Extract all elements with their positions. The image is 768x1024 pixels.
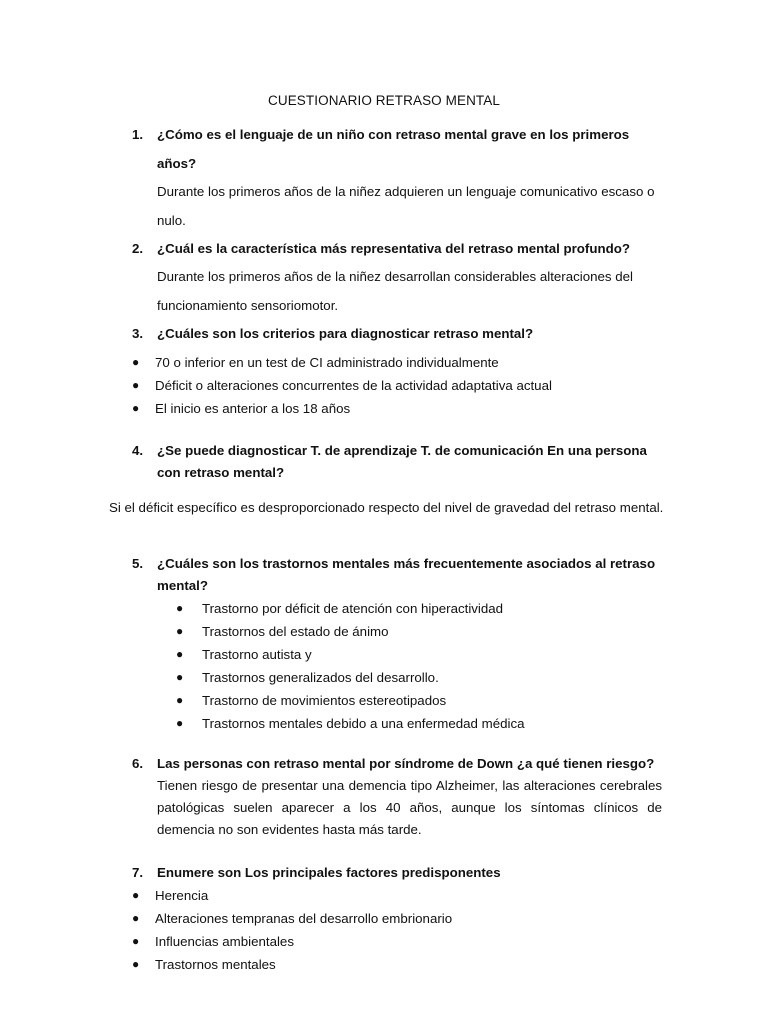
question-2 bbox=[132, 234, 662, 263]
answer-1: Durante los primeros años de la niñez adquieren un lenguaje comunicativo escaso o nulo. bbox=[157, 184, 655, 228]
question-5 bbox=[132, 553, 662, 597]
list-item: ● Alteraciones tempranas del desarrollo embrionario bbox=[132, 907, 452, 930]
criteria-list bbox=[132, 351, 552, 420]
answer-4: Si el déficit específico es desproporcionado respecto del nivel de gravedad del retraso mental. bbox=[109, 500, 664, 515]
list-item: ● Influencias ambientales bbox=[132, 930, 452, 953]
bullet-icon: ● bbox=[132, 888, 140, 902]
question-text: ¿Cuál es la característica más representativa del retraso mental profundo? bbox=[157, 241, 630, 256]
bullet-icon: ● bbox=[132, 378, 140, 392]
question-text: ¿Cómo es el lenguaje de un niño con retraso mental grave en los primeros años? bbox=[157, 127, 630, 171]
factors-list bbox=[132, 884, 452, 976]
list-item: ● 70 o inferior en un test de CI administrado individualmente bbox=[132, 351, 552, 374]
list-item: ● Trastorno por déficit de atención con hiperactividad bbox=[176, 597, 525, 620]
question-number: 2. bbox=[132, 241, 144, 256]
list-item: ● Herencia bbox=[132, 884, 452, 907]
question-number: 3. bbox=[132, 326, 144, 341]
question-number: 4. bbox=[132, 443, 144, 458]
bullet-icon: ● bbox=[132, 957, 140, 971]
answer-2: Durante los primeros años de la niñez desarrollan considerables alteraciones del funcionamiento sensoriomotor. bbox=[157, 269, 634, 313]
question-number: 7. bbox=[132, 865, 144, 880]
question-text: ¿Cuáles son los trastornos mentales más frecuentemente asociados al retraso mental? bbox=[157, 556, 656, 593]
question-text: ¿Se puede diagnosticar T. de aprendizaje T. de comunicación En una persona con retraso mental? bbox=[157, 443, 647, 480]
question-1 bbox=[132, 120, 662, 178]
bullet-icon: ● bbox=[176, 624, 184, 638]
question-text: Las personas con retraso mental por síndrome de Down ¿a qué tienen riesgo? bbox=[157, 756, 655, 771]
question-3 bbox=[132, 319, 662, 348]
document-title: CUESTIONARIO RETRASO MENTAL bbox=[268, 93, 500, 108]
list-item: ● Trastorno autista y bbox=[176, 643, 525, 666]
question-7 bbox=[132, 862, 662, 884]
bullet-icon: ● bbox=[176, 647, 184, 661]
question-6 bbox=[132, 753, 662, 775]
question-number: 1. bbox=[132, 127, 144, 142]
bullet-icon: ● bbox=[132, 401, 140, 415]
list-item: ● Trastornos mentales debido a una enfermedad médica bbox=[176, 712, 525, 735]
bullet-icon: ● bbox=[176, 716, 184, 730]
list-item: ● Trastornos generalizados del desarrollo. bbox=[176, 666, 525, 689]
bullet-icon: ● bbox=[132, 911, 140, 925]
disorders-list bbox=[176, 597, 525, 735]
list-item: ● Trastorno de movimientos estereotipados bbox=[176, 689, 525, 712]
question-text: ¿Cuáles son los criterios para diagnosticar retraso mental? bbox=[157, 326, 534, 341]
answer-6: Tienen riesgo de presentar una demencia tipo Alzheimer, las alteraciones cerebrales patológicas suelen aparecer a los 40 años, aunque los síntomas clínicos de demencia no son evidentes hasta más tarde. bbox=[157, 778, 662, 837]
bullet-icon: ● bbox=[176, 693, 184, 707]
question-text: Enumere son Los principales factores predisponentes bbox=[157, 865, 501, 880]
list-item: ● Trastornos del estado de ánimo bbox=[176, 620, 525, 643]
bullet-icon: ● bbox=[132, 934, 140, 948]
question-number: 5. bbox=[132, 556, 144, 571]
question-4 bbox=[132, 440, 662, 484]
bullet-icon: ● bbox=[176, 601, 184, 615]
list-item: ● Trastornos mentales bbox=[132, 953, 452, 976]
list-item: ● Déficit o alteraciones concurrentes de la actividad adaptativa actual bbox=[132, 374, 552, 397]
bullet-icon: ● bbox=[176, 670, 184, 684]
list-item: ● El inicio es anterior a los 18 años bbox=[132, 397, 552, 420]
question-number: 6. bbox=[132, 756, 144, 771]
bullet-icon: ● bbox=[132, 355, 140, 369]
